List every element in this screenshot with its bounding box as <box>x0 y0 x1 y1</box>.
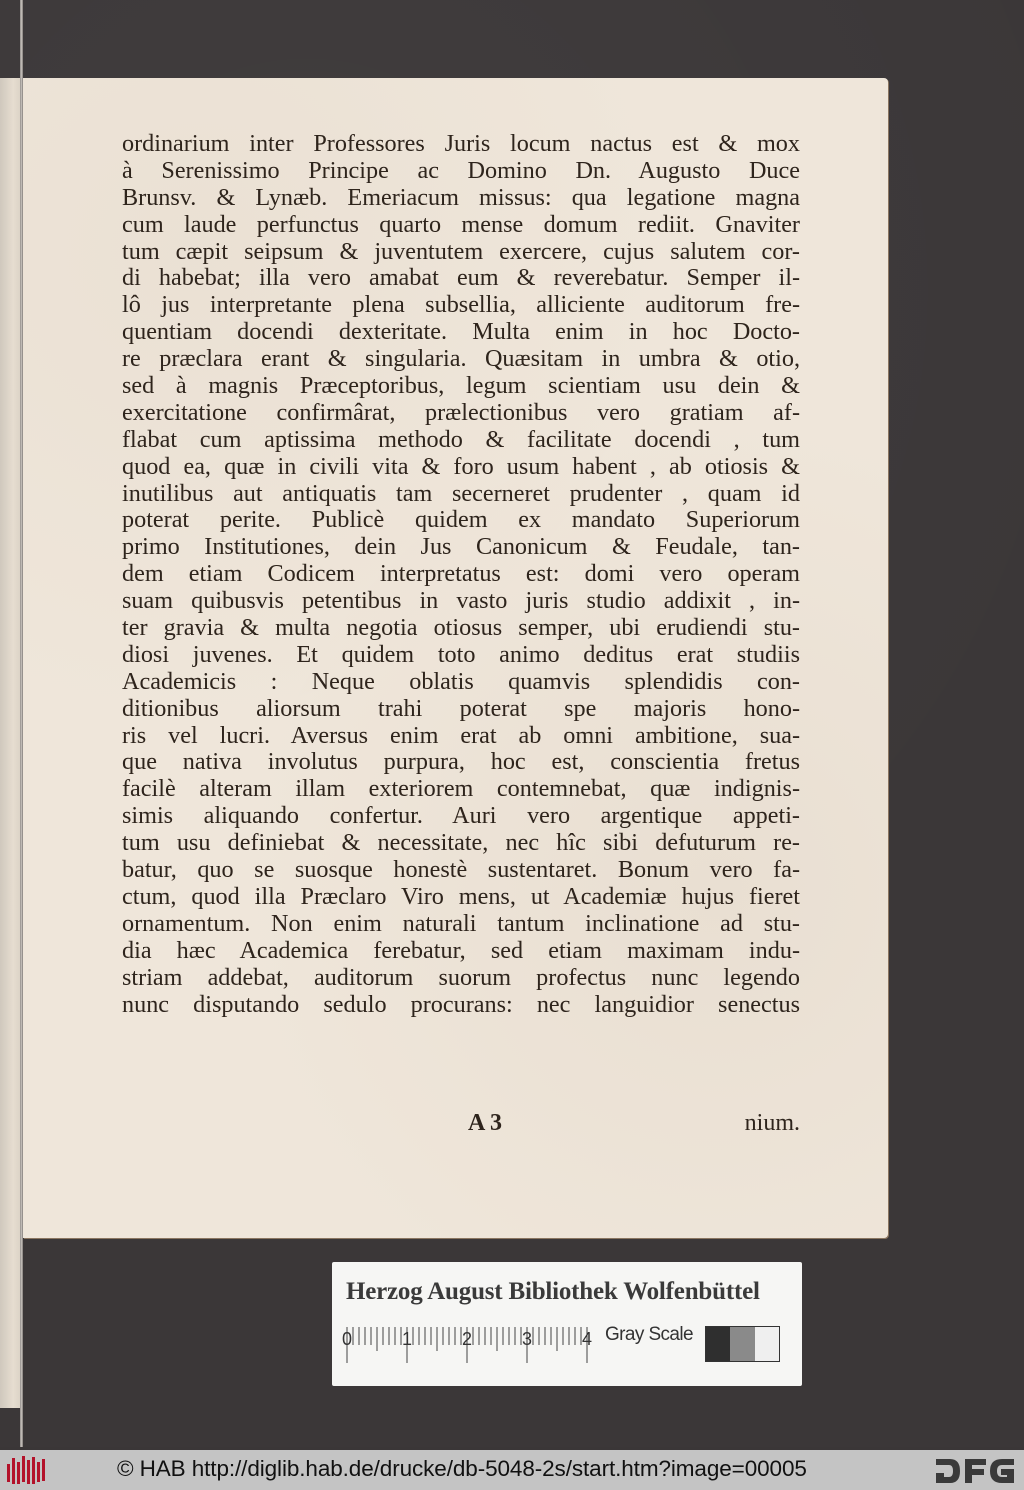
text-line: que nativa involutus purpura, hoc est, conscientia fretus <box>122 748 800 776</box>
text-line: tum usu definiebat & necessitate, nec hîc sibi defuturum re- <box>122 829 800 857</box>
text-line: ornamentum. Non enim naturali tantum inclinatione ad stu- <box>122 909 800 937</box>
text-line: ditionibus aliorsum trahi poterat spe majoris hono- <box>122 694 800 722</box>
text-line: à Serenissimo Principe ac Domino Dn. Augusto Duce <box>122 156 800 184</box>
text-line: Brunsv. & Lynæb. Emeriacum missus: qua legatione magna <box>122 183 800 211</box>
gray-patch-light <box>755 1327 779 1361</box>
library-name: Herzog August Bibliothek Wolfenbüttel <box>346 1278 760 1305</box>
hab-logo-icon <box>5 1454 47 1486</box>
text-line: simis aliquando confertur. Auri vero argentique appeti- <box>122 802 800 830</box>
text-line: ter gravia & multa negotia otiosus semper, ubi erudiendi stu- <box>122 614 800 642</box>
gray-patch-dark <box>706 1327 730 1361</box>
text-line: facilè alteram illam exteriorem contemnebat, quæ indignis- <box>122 775 800 803</box>
copyright-url[interactable]: © HAB http://diglib.hab.de/drucke/db-5048-2s/start.htm?image=00005 <box>117 1456 807 1481</box>
text-line: diosi juvenes. Et quidem toto animo deditus erat studiis <box>122 640 800 668</box>
ruler-label: 4 <box>582 1329 593 1349</box>
text-line: sed à magnis Præceptoribus, legum scientiam usu dein & <box>122 372 800 400</box>
text-line: exercitatione confirmârat, prælectionibus vero gratiam af- <box>122 398 800 426</box>
text-line: dia hæc Academica ferebatur, sed etiam maximam indu- <box>122 936 800 964</box>
text-line: quod ea, quæ in civili vita & foro usum habent , ab otiosis & <box>122 452 800 480</box>
text-line: dem etiam Codicem interpretatus est: domi vero operam <box>122 560 800 588</box>
text-line: primo Institutiones, dein Jus Canonicum & Feudale, tan- <box>122 533 800 561</box>
footer-bar <box>0 1450 1024 1490</box>
adjacent-leaf-edge <box>0 78 22 1408</box>
text-line: flabat cum aptissima methodo & facilitate docendi , tum <box>122 425 800 453</box>
gray-scale-patches <box>705 1326 780 1362</box>
text-line: tum cæpit seipsum & juventutem exercere, cujus salutem cor- <box>122 237 800 265</box>
ruler-label: 1 <box>402 1329 413 1349</box>
text-line: poterat perite. Publicè quidem ex mandato Superiorum <box>122 506 800 534</box>
text-line: suam quibusvis petentibus in vasto juris studio addixit , in- <box>122 587 800 615</box>
ruler-label: 3 <box>522 1329 533 1349</box>
signature-mark: A 3 <box>468 1110 503 1136</box>
gray-patch-mid <box>730 1327 754 1361</box>
text-line: inutilibus aut antiquatis tam secerneret prudenter , quam id <box>122 479 800 507</box>
text-line: di habebat; illa vero amabat eum & reverebatur. Semper il- <box>122 264 800 292</box>
text-line: ordinarium inter Professores Juris locum nactus est & mox <box>122 130 800 157</box>
dfg-logo-icon <box>934 1457 1018 1485</box>
text-line: batur, quo se suosque honestè sustentaret. Bonum vero fa- <box>122 856 800 884</box>
catchword: nium. <box>744 1110 800 1136</box>
text-line: quentiam docendi dexteritate. Multa enim in hoc Docto- <box>122 318 800 346</box>
text-line: re præclara erant & singularia. Quæsitam in umbra & otio, <box>122 345 800 373</box>
ruler-label: 0 <box>342 1329 353 1349</box>
page-body-text <box>122 131 800 1018</box>
text-line: ctum, quod illa Præclaro Viro mens, ut Academiæ hujus fieret <box>122 882 800 910</box>
ruler-label: 2 <box>462 1329 473 1349</box>
color-target-card <box>332 1262 802 1386</box>
text-line: Academicis : Neque oblatis quamvis splendidis con- <box>122 667 800 695</box>
text-line: lô jus interpretante plena subsellia, alliciente auditorum fre- <box>122 291 800 319</box>
text-line: striam addebat, auditorum suorum profectus nunc legendo <box>122 963 800 991</box>
text-line: cum laude perfunctus quarto mense domum rediit. Gnaviter <box>122 210 800 238</box>
page-footer-line <box>122 1110 800 1138</box>
text-line: ris vel lucri. Aversus enim erat ab omni ambitione, sua- <box>122 721 800 749</box>
gray-scale-label: Gray Scale <box>605 1324 693 1345</box>
text-line: nunc disputando sedulo procurans: nec languidior senectus <box>122 990 800 1018</box>
